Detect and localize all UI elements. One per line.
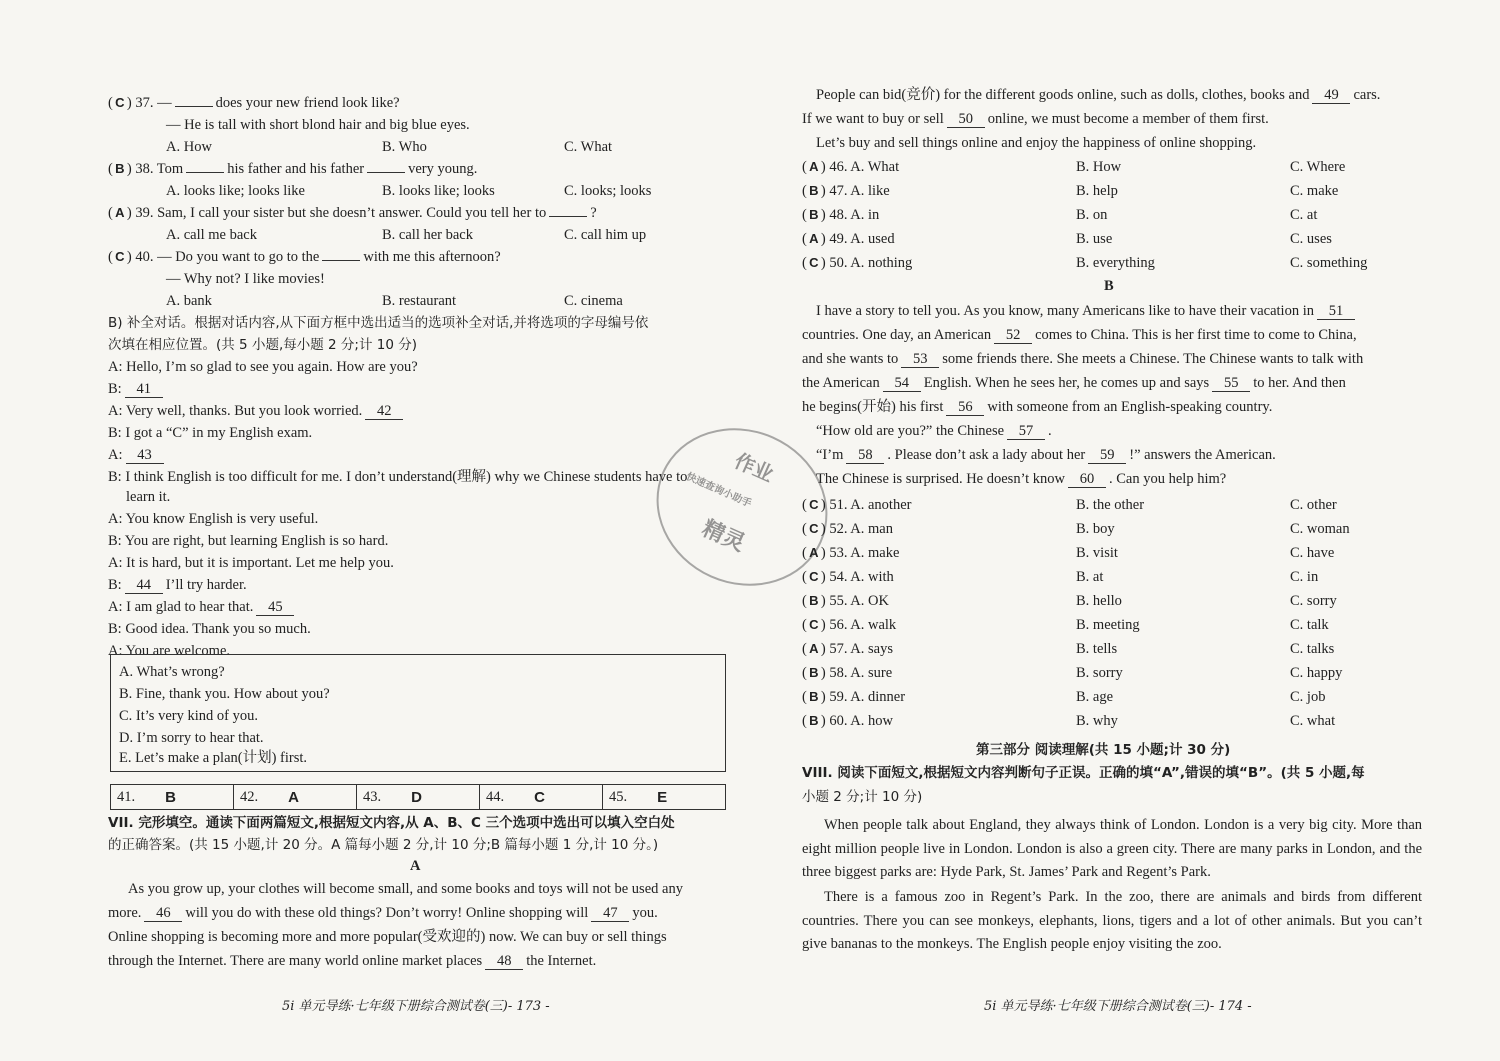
passage-text: some friends there. She meets a Chinese. The Chinese wants to talk with xyxy=(942,351,1364,367)
dialog-text: A: Very well, thanks. But you look worried. xyxy=(108,403,363,419)
option-c: C. sorry xyxy=(1290,593,1337,609)
blank-55: 55 xyxy=(1212,376,1250,392)
option-b: B. age xyxy=(1076,689,1114,705)
cell-answer: B xyxy=(165,788,176,806)
question-50: ( C ) 50. A. nothing xyxy=(802,255,913,271)
answer-mark: B xyxy=(809,593,819,608)
dialog-line-cont: learn it. xyxy=(126,489,171,505)
stamp-text-ring: 快速查询小助手 xyxy=(684,471,753,510)
blank xyxy=(549,216,587,217)
question-text: with me this afternoon? xyxy=(363,249,501,265)
passage-a-cont-line xyxy=(802,110,1269,128)
question-49: ( A ) 49. A. used xyxy=(802,231,895,247)
option-b: B. call her back xyxy=(382,227,473,243)
question-text: 58. A. sure xyxy=(829,665,893,681)
speaker: B: xyxy=(108,381,122,397)
option-a: A. How xyxy=(166,139,212,155)
question-54: ( C ) 54. A. with xyxy=(802,569,894,585)
option-c: C. other xyxy=(1290,497,1337,513)
passage-a-line: As you grow up, your clothes will become small, and some books and toys will not be used any xyxy=(128,881,683,897)
blank-51: 51 xyxy=(1317,304,1355,320)
dialog-line xyxy=(108,380,166,398)
box-option: D. I’m sorry to hear that. xyxy=(119,730,264,746)
dialog-line: B: I think English is too difficult for me. I don’t understand(理解) why we Chinese students have to xyxy=(108,469,688,485)
question-text: ? xyxy=(590,205,597,221)
option-a: A. looks like; looks like xyxy=(166,183,305,199)
passage-text: you. xyxy=(632,905,658,921)
passage-text: the American xyxy=(802,375,880,391)
answer-mark: A xyxy=(809,641,819,656)
question-60: ( B ) 60. A. how xyxy=(802,713,893,729)
passage-text: . Please don’t ask a lady about her xyxy=(887,447,1086,463)
question-text: 48. A. in xyxy=(829,207,880,223)
blank xyxy=(175,106,213,107)
option-b: B. the other xyxy=(1076,497,1145,513)
dialog-line: A: It is hard, but it is important. Let me help you. xyxy=(108,555,394,571)
blank-47: 47 xyxy=(591,906,629,922)
speaker: B: xyxy=(108,577,122,593)
blank xyxy=(367,172,405,173)
dialog-line: A: You are welcome. xyxy=(108,643,231,659)
answer-mark: C xyxy=(115,95,125,110)
passage-text: People can bid(竞价) for the different goods online, such as dolls, clothes, books and xyxy=(816,87,1310,103)
dialog-text: I’ll try harder. xyxy=(165,577,247,593)
option-c: C. cinema xyxy=(564,293,623,309)
passage-text: “How old are you?” the Chinese xyxy=(816,423,1005,439)
answer-mark: B xyxy=(809,183,819,198)
question-39: ( A ) 39. Sam, I call your sister but she doesn’t answer. Could you tell her to ? xyxy=(108,205,597,221)
dialog-line: A: You know English is very useful. xyxy=(108,511,319,527)
passage-b-line xyxy=(816,470,1226,488)
question-text: very young. xyxy=(408,161,478,177)
answer-mark: C xyxy=(809,255,819,270)
passage-text: “I’m xyxy=(816,447,844,463)
passage-text: and she wants to xyxy=(802,351,899,367)
passage-text: comes to China. This is her first time to come to China, xyxy=(1035,327,1357,343)
stamp-text-top: 作业 xyxy=(730,448,778,487)
passage-b-label: B xyxy=(1104,278,1114,294)
question-text: his father and his father xyxy=(227,161,365,177)
blank-60: 60 xyxy=(1068,472,1106,488)
box-option: A. What’s wrong? xyxy=(119,664,225,680)
option-b: B. visit xyxy=(1076,545,1118,561)
stamp-text-bottom: 精灵 xyxy=(698,516,749,557)
option-c: C. what xyxy=(1290,713,1336,729)
blank-53: 53 xyxy=(901,352,939,368)
question-text: 56. A. walk xyxy=(829,617,897,633)
answer-cell xyxy=(480,785,603,809)
question-52: ( C ) 52. A. man xyxy=(802,521,893,537)
blank-57: 57 xyxy=(1007,424,1045,440)
page-footer-right: 5i 单元导练·七年级下册综合测试卷(三)- 174 - xyxy=(984,999,1252,1014)
cell-number: 41. xyxy=(117,788,136,805)
question-text: 49. A. used xyxy=(829,231,895,247)
cell-number: 44. xyxy=(486,788,505,805)
passage-b-line xyxy=(816,422,1052,440)
passage-text: to her. And then xyxy=(1253,375,1346,391)
option-b: B. restaurant xyxy=(382,293,457,309)
option-c: C. talks xyxy=(1290,641,1335,657)
option-b: B. sorry xyxy=(1076,665,1123,681)
passage-text: with someone from an English-speaking country. xyxy=(987,399,1273,415)
question-text: 52. A. man xyxy=(829,521,893,537)
passage-text: the Internet. xyxy=(526,953,597,969)
option-c: C. uses xyxy=(1290,231,1332,247)
dialog-line: A: Hello, I’m so glad to see you again. How are you? xyxy=(108,359,418,375)
dialog-line: B: You are right, but learning English is so hard. xyxy=(108,533,389,549)
passage-b-line xyxy=(816,302,1358,320)
passage-b-line xyxy=(802,350,1363,368)
blank xyxy=(322,260,360,261)
option-b: B. tells xyxy=(1076,641,1118,657)
passage-text: English. When he sees her, he comes up and says xyxy=(923,375,1210,391)
section-b-instructions: B) 补全对话。根据对话内容,从下面方框中选出适当的选项补全对话,并将选项的字母编号依 xyxy=(108,315,649,331)
option-c: C. job xyxy=(1290,689,1326,705)
passage-text: cars. xyxy=(1353,87,1381,103)
box-option: B. Fine, thank you. How about you? xyxy=(119,686,330,702)
passage-text: will you do with these old things? Don’t worry! Online shopping will xyxy=(185,905,589,921)
passage-a-label: A xyxy=(410,858,421,874)
answer-mark: B xyxy=(809,713,819,728)
passage-b-line xyxy=(802,374,1346,392)
passage-b-line xyxy=(802,398,1272,416)
question-text: 37. — xyxy=(135,95,172,111)
question-text: 39. Sam, I call your sister but she doesn’t answer. Could you tell her to xyxy=(135,205,547,221)
option-c: C. make xyxy=(1290,183,1339,199)
blank-45: 45 xyxy=(256,600,294,616)
passage-text: through the Internet. There are many world online market places xyxy=(108,953,483,969)
answer-mark: C xyxy=(115,249,125,264)
question-59: ( B ) 59. A. dinner xyxy=(802,689,906,705)
passage-text: . Can you help him? xyxy=(1109,471,1227,487)
option-b: B. hello xyxy=(1076,593,1122,609)
blank-52: 52 xyxy=(994,328,1032,344)
reading-paragraph-2: There is a famous zoo in Regent’s Park. In the zoo, there are animals and birds from different countries. There you can see monkeys, elephants, lions, tigers and a lot of other animals. But you can’t give bananas to the monkeys. The English people enjoy visiting the zoo. xyxy=(802,889,1422,952)
blank-48: 48 xyxy=(485,954,523,970)
question-text: 59. A. dinner xyxy=(829,689,906,705)
dialog-line: B: I got a “C” in my English exam. xyxy=(108,425,313,441)
question-57: ( A ) 57. A. says xyxy=(802,641,893,657)
part-3-title: 第三部分 阅读理解(共 15 小题;计 30 分) xyxy=(976,742,1231,758)
speaker: A: xyxy=(108,447,123,463)
question-text: 46. A. What xyxy=(829,159,900,175)
option-c: C. call him up xyxy=(564,227,647,243)
question-text: 50. A. nothing xyxy=(829,255,913,271)
cell-number: 45. xyxy=(609,788,628,805)
blank xyxy=(186,172,224,173)
answer-mark: C xyxy=(809,569,819,584)
answer-mark: B xyxy=(809,689,819,704)
passage-text: online, we must become a member of them first. xyxy=(987,111,1269,127)
question-37: ( C ) 37. — does your new friend look like? xyxy=(108,95,400,111)
blank-42: 42 xyxy=(365,404,403,420)
option-b: B. use xyxy=(1076,231,1113,247)
passage-text: I have a story to tell you. As you know, many Americans like to have their vacation in xyxy=(816,303,1314,319)
option-b: B. help xyxy=(1076,183,1118,199)
question-51: ( C ) 51. A. another xyxy=(802,497,912,513)
blank-44: 44 xyxy=(125,578,163,594)
section-7-instructions: VII. 完形填空。通读下面两篇短文,根据短文内容,从 A、B、C 三个选项中选出可以填入空白处 xyxy=(108,815,675,831)
cell-answer: D xyxy=(411,788,422,806)
passage-a-cont-line xyxy=(816,86,1380,104)
answer-mark: C xyxy=(809,497,819,512)
blank-56: 56 xyxy=(946,400,984,416)
passage-text: . xyxy=(1048,423,1052,439)
blank-58: 58 xyxy=(846,448,884,464)
option-b: B. at xyxy=(1076,569,1104,585)
blank-59: 59 xyxy=(1088,448,1126,464)
dialog-line xyxy=(108,402,406,420)
dialog-line: B: Good idea. Thank you so much. xyxy=(108,621,311,637)
option-c: C. at xyxy=(1290,207,1318,223)
option-b: B. How xyxy=(1076,159,1122,175)
answer-mark: A xyxy=(115,205,125,220)
answer-mark: C xyxy=(809,521,819,536)
question-46: ( A ) 46. A. What xyxy=(802,159,900,175)
option-c: C. Where xyxy=(1290,159,1346,175)
cell-answer: A xyxy=(288,788,299,806)
option-c: C. have xyxy=(1290,545,1335,561)
option-c: C. something xyxy=(1290,255,1368,271)
option-b: B. meeting xyxy=(1076,617,1140,633)
answer-mark: B xyxy=(809,207,819,222)
dialog-line xyxy=(108,576,247,594)
question-53: ( A ) 53. A. make xyxy=(802,545,900,561)
cell-answer: C xyxy=(534,788,545,806)
question-56: ( C ) 56. A. walk xyxy=(802,617,897,633)
question-text: 40. — Do you want to go to the xyxy=(135,249,320,265)
question-40: ( C ) 40. — Do you want to go to the with me this afternoon? xyxy=(108,249,501,265)
question-text: 51. A. another xyxy=(829,497,912,513)
question-text: 60. A. how xyxy=(829,713,893,729)
reply-text: — He is tall with short blond hair and big blue eyes. xyxy=(166,117,470,133)
question-text: 47. A. like xyxy=(829,183,890,199)
passage-text: !” answers the American. xyxy=(1129,447,1276,463)
question-text: 53. A. make xyxy=(829,545,900,561)
reading-paragraph-1: When people talk about England, they always think of London. London is a very big city. More than eight million people live in London. London is also a green city. There are many parks in London, and the three biggest parks are: Hyde Park, St. James’ Park and Regent’s Park. xyxy=(802,817,1422,880)
box-option: E. Let’s make a plan(计划) first. xyxy=(119,750,308,766)
dialog-line xyxy=(108,598,297,616)
option-c: C. in xyxy=(1290,569,1319,585)
answer-cell xyxy=(603,785,725,809)
page-footer-left: 5i 单元导练·七年级下册综合测试卷(三)- 173 - xyxy=(282,999,550,1014)
passage-text: If we want to buy or sell xyxy=(802,111,944,127)
option-c: C. What xyxy=(564,139,613,155)
passage-text: countries. One day, an American xyxy=(802,327,992,343)
option-b: B. boy xyxy=(1076,521,1115,537)
option-c: C. happy xyxy=(1290,665,1343,681)
question-58: ( B ) 58. A. sure xyxy=(802,665,893,681)
option-b: B. everything xyxy=(1076,255,1155,271)
question-text: 55. A. OK xyxy=(829,593,889,609)
answer-table xyxy=(110,784,726,810)
passage-b-line xyxy=(816,446,1276,464)
question-text: 38. Tom xyxy=(135,161,184,177)
question-38: ( B ) 38. Tom his father and his father very young. xyxy=(108,161,478,177)
option-a: A. bank xyxy=(166,293,212,309)
answer-mark: B xyxy=(115,161,125,176)
passage-a-line xyxy=(108,904,658,922)
question-47: ( B ) 47. A. like xyxy=(802,183,890,199)
reply-text: — Why not? I like movies! xyxy=(166,271,325,287)
question-55: ( B ) 55. A. OK xyxy=(802,593,889,609)
dialog-line xyxy=(108,446,167,464)
question-text: 57. A. says xyxy=(829,641,893,657)
section-8-instructions: VIII. 阅读下面短文,根据短文内容判断句子正误。正确的填“A”,错误的填“B”。(共 5 小题,每 xyxy=(802,765,1365,781)
answer-cell xyxy=(234,785,357,809)
box-option: C. It’s very kind of you. xyxy=(119,708,258,724)
option-c: C. talk xyxy=(1290,617,1329,633)
answer-cell xyxy=(111,785,234,809)
blank-50: 50 xyxy=(947,112,985,128)
answer-mark: A xyxy=(809,231,819,246)
passage-text: more. xyxy=(108,905,142,921)
passage-b-line xyxy=(802,326,1357,344)
passage-a-line: Online shopping is becoming more and more popular(受欢迎的) now. We can buy or sell things xyxy=(108,929,667,945)
option-b: B. looks like; looks xyxy=(382,183,495,199)
option-b: B. on xyxy=(1076,207,1108,223)
dialog-text: A: I am glad to hear that. xyxy=(108,599,254,615)
cell-answer: E xyxy=(657,788,668,806)
answer-cell xyxy=(357,785,480,809)
section-7-instructions-cont: 的正确答案。(共 15 小题,计 20 分。A 篇每小题 2 分,计 10 分;B 篇每小题 1 分,计 10 分。) xyxy=(108,837,659,853)
option-b: B. why xyxy=(1076,713,1118,729)
answer-mark: C xyxy=(809,617,819,632)
option-a: A. call me back xyxy=(166,227,257,243)
answer-mark: A xyxy=(809,159,819,174)
blank-41: 41 xyxy=(125,382,163,398)
option-c: C. looks; looks xyxy=(564,183,652,199)
question-48: ( B ) 48. A. in xyxy=(802,207,880,223)
section-b-instructions-cont: 次填在相应位置。(共 5 小题,每小题 2 分;计 10 分) xyxy=(108,337,417,353)
cell-number: 42. xyxy=(240,788,259,805)
passage-text: The Chinese is surprised. He doesn’t know xyxy=(816,471,1066,487)
options-box xyxy=(110,654,726,772)
passage-a-cont-line: Let’s buy and sell things online and enjoy the happiness of online shopping. xyxy=(816,135,1257,151)
option-b: B. Who xyxy=(382,139,427,155)
blank-43: 43 xyxy=(126,448,164,464)
blank-46: 46 xyxy=(144,906,182,922)
answer-mark: A xyxy=(809,545,819,560)
blank-54: 54 xyxy=(883,376,921,392)
answer-mark: B xyxy=(809,665,819,680)
section-8-instructions-cont: 小题 2 分;计 10 分) xyxy=(802,789,923,805)
question-text: does your new friend look like? xyxy=(215,95,400,111)
passage-text: he begins(开始) his first xyxy=(802,399,944,415)
question-text: 54. A. with xyxy=(829,569,894,585)
cell-number: 43. xyxy=(363,788,382,805)
passage-a-line xyxy=(108,952,596,970)
blank-49: 49 xyxy=(1312,88,1350,104)
option-c: C. woman xyxy=(1290,521,1350,537)
